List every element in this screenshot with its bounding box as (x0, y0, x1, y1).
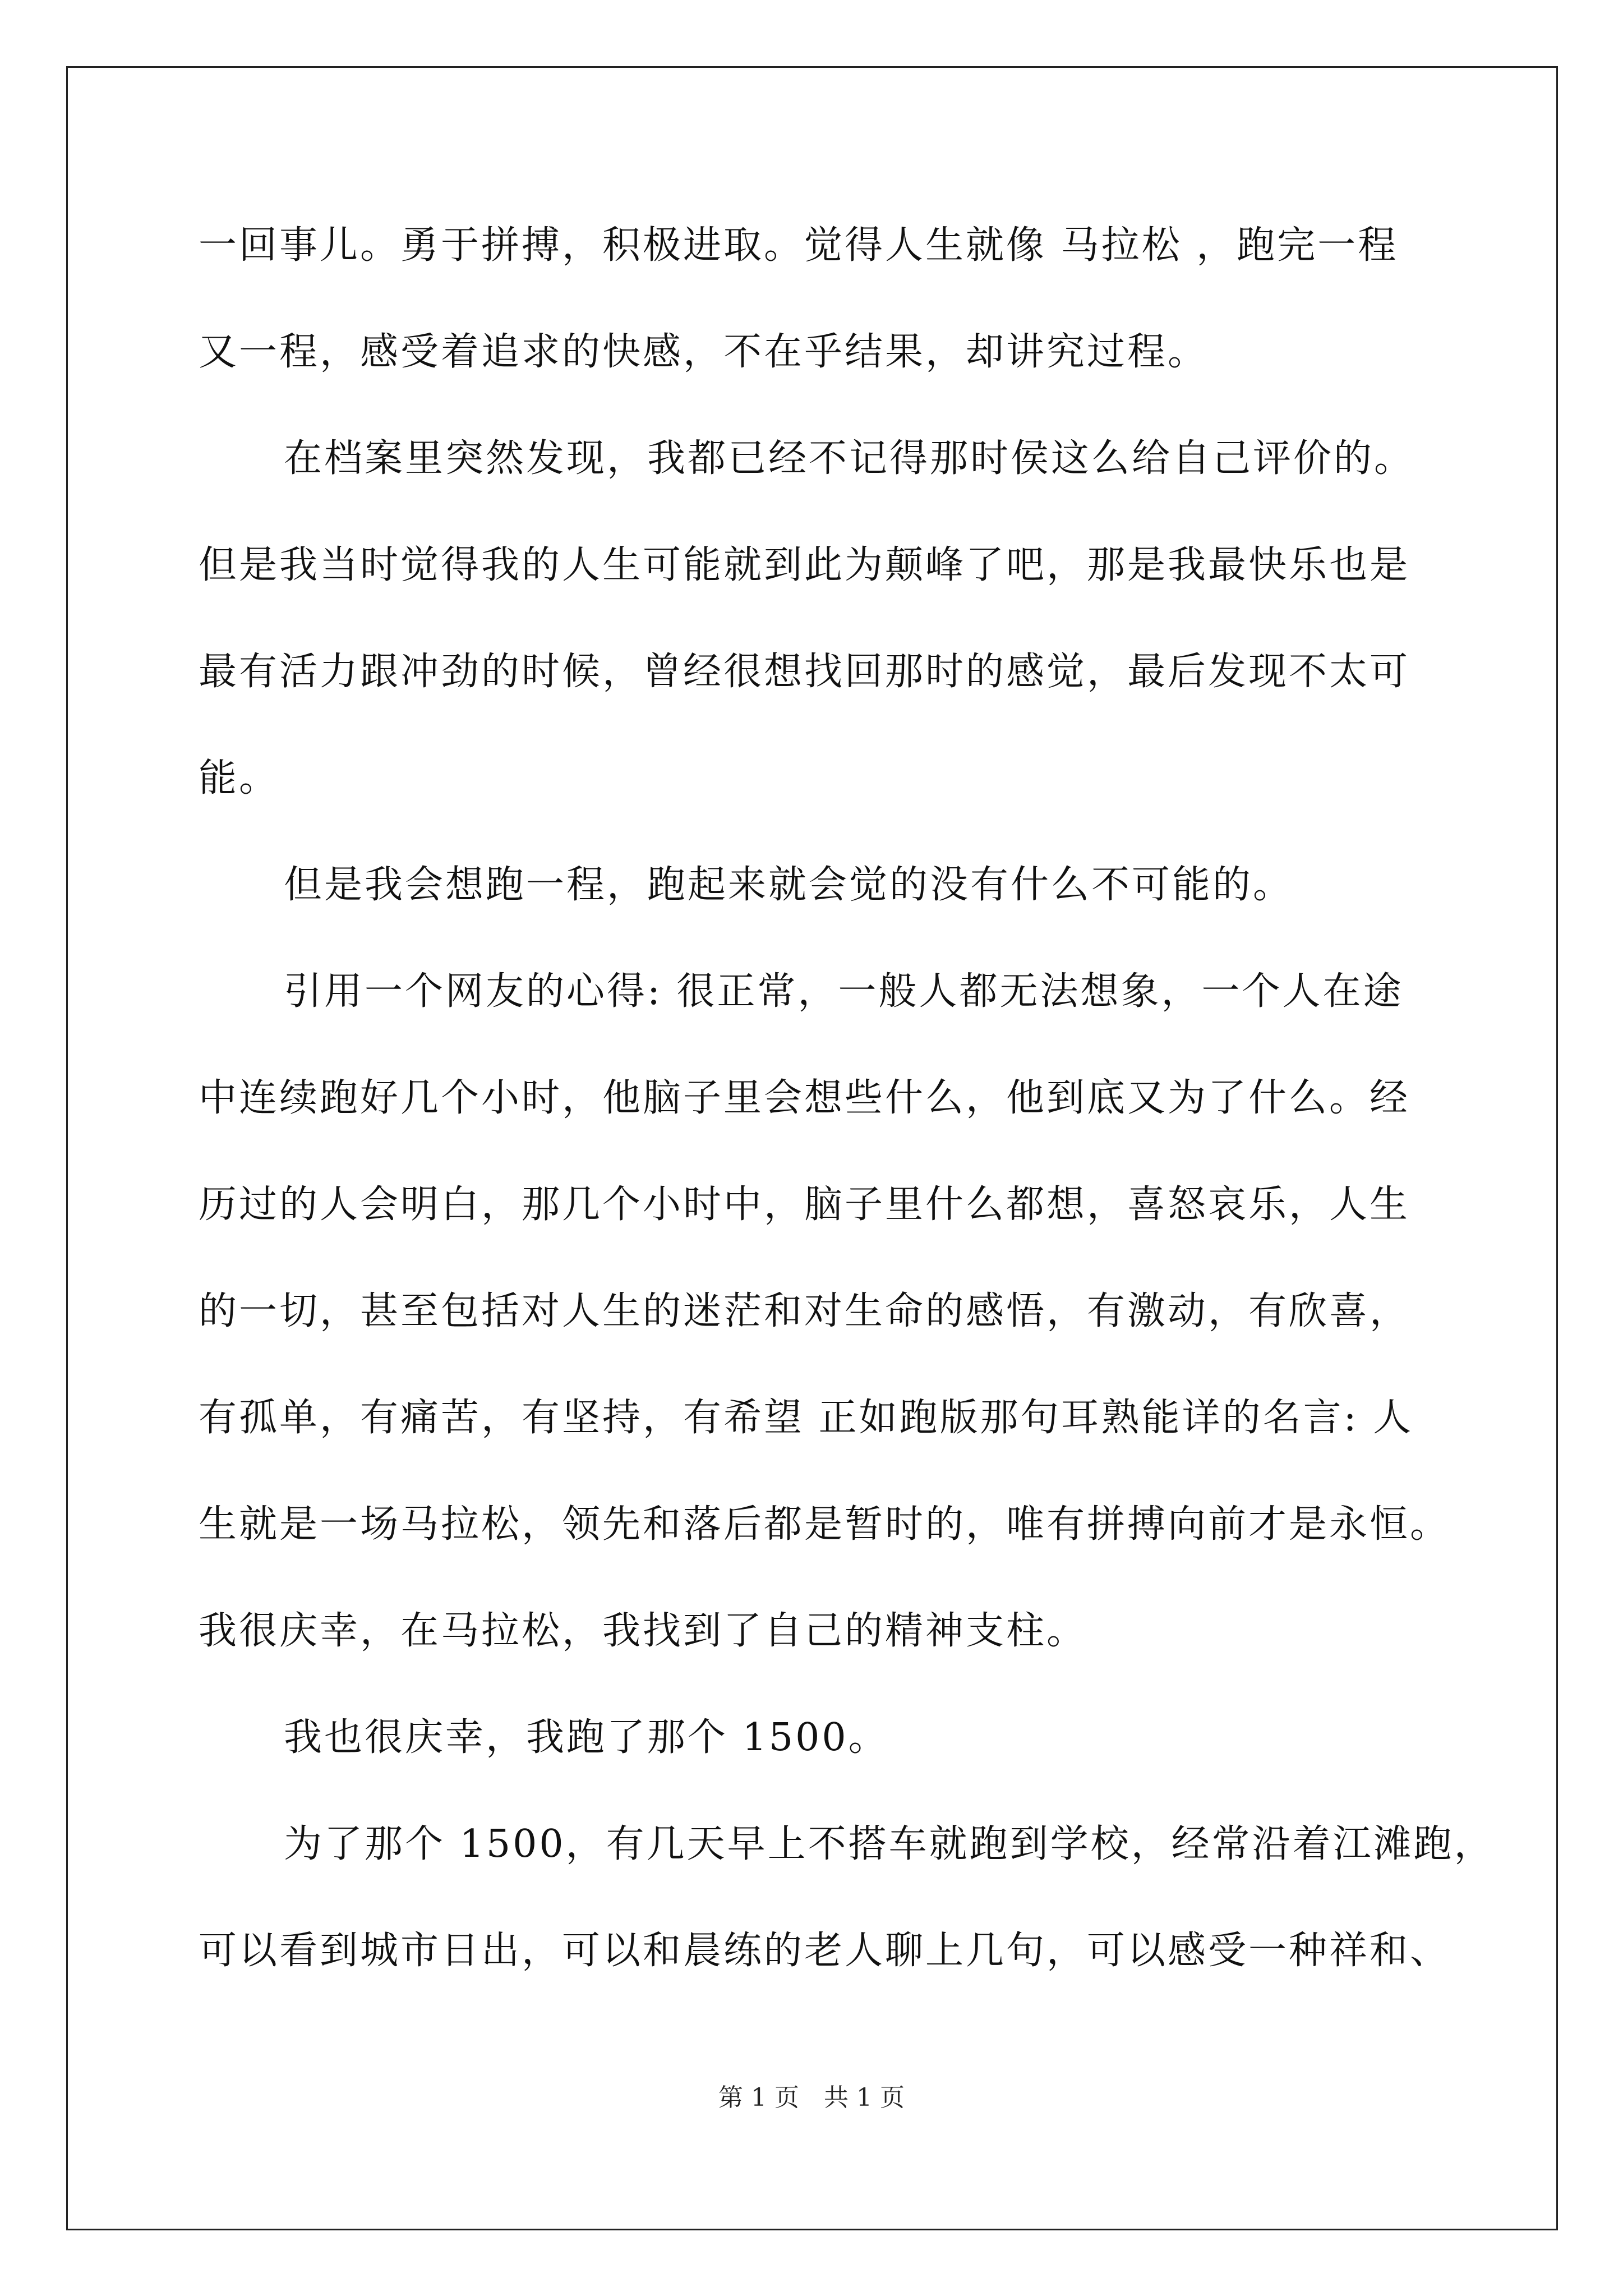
text-line: 生就是一场马拉松，领先和落后都是暂时的，唯有拼搏向前才是永恒。 (199, 1502, 1451, 1547)
text-line: 又一程，感受着追求的快感，不在乎结果，却讲究过程。 (199, 330, 1209, 374)
text-line: 最有活力跟冲劲的时候，曾经很想找回那时的感觉，最后发现不太可 (199, 650, 1410, 694)
page-border (66, 66, 1558, 2230)
text-line: 但是我会想跑一程，跑起来就会觉的没有什么不可能的。 (284, 863, 1294, 907)
text-line: 中连续跑好几个小时，他脑子里会想些什么，他到底又为了什么。经 (199, 1076, 1410, 1120)
text-line: 的一切，甚至包括对人生的迷茫和对生命的感悟，有激动，有欣喜， (199, 1289, 1410, 1333)
text-line: 一回事儿。勇于拼搏，积极进取。觉得人生就像 马拉松 ，跑完一程 (199, 223, 1399, 268)
text-line: 有孤单，有痛苦，有坚持，有希望 正如跑版那句耳熟能详的名言: 人 (199, 1396, 1414, 1440)
text-line: 在档案里突然发现，我都已经不记得那时侯这么给自己评价的。 (284, 436, 1415, 481)
text-line: 能。 (199, 756, 280, 800)
text-line: 引用一个网友的心得: 很正常，一般人都无法想象，一个人在途 (284, 969, 1404, 1014)
text-line: 可以看到城市日出，可以和晨练的老人聊上几句，可以感受一种祥和、 (199, 1929, 1451, 1973)
text-line: 历过的人会明白，那几个小时中，脑子里什么都想，喜怒哀乐，人生 (199, 1182, 1410, 1227)
text-line: 我也很庆幸，我跑了那个 1500。 (284, 1715, 889, 1760)
text-line: 但是我当时觉得我的人生可能就到此为颠峰了吧，那是我最快乐也是 (199, 543, 1410, 587)
text-line: 为了那个 1500，有几天早上不搭车就跑到学校，经常沿着江滩跑， (284, 1822, 1495, 1866)
text-line: 我很庆幸，在马拉松，我找到了自己的精神支柱。 (199, 1609, 1087, 1653)
page-footer: 第 1 页 共 1 页 (718, 2083, 905, 2112)
